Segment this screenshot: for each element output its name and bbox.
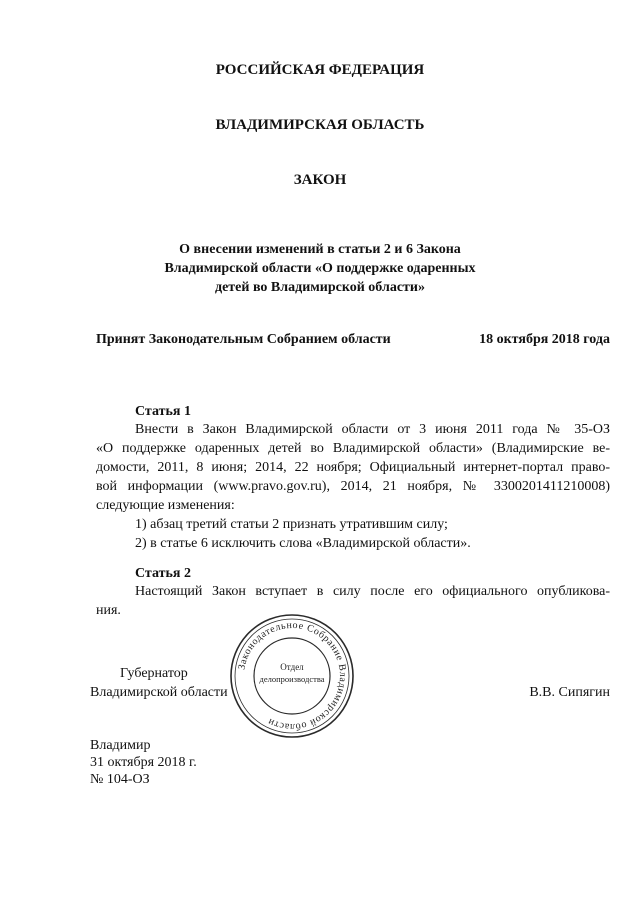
adopted-by: Принят Законодательным Собранием области [96, 332, 391, 347]
article-2-line-2: ния. [96, 603, 121, 618]
signatory-name: В.В. Сипягин [529, 685, 610, 700]
law-title-line-3: детей во Владимирской области» [215, 280, 425, 295]
article-1-line-2: «О поддержке одаренных детей во Владимирской области» (Владимирские ве- [96, 441, 610, 456]
law-title-line-2: Владимирской области «О поддержке одаренных [164, 261, 476, 276]
article-1-item-1: 1) абзац третий статьи 2 признать утратившим силу; [135, 517, 448, 532]
region-heading: ВЛАДИМИРСКАЯ ОБЛАСТЬ [215, 117, 425, 133]
footer-city: Владимир [90, 738, 151, 753]
doc-type-heading: ЗАКОН [293, 172, 347, 188]
signatory-title-line-2: Владимирской области [90, 685, 228, 700]
article-1-line-5: следующие изменения: [96, 498, 235, 513]
article-1-line-1: Внести в Закон Владимирской области от 3 июня 2011 года № 35-ОЗ [135, 422, 610, 437]
article-2-heading: Статья 2 [135, 566, 191, 581]
article-1-heading: Статья 1 [135, 404, 191, 419]
stamp-center-line-2: делопроизводства [259, 674, 325, 684]
stamp-ring-text: Законодательное Собрание Владимирской области [236, 619, 349, 733]
footer-date: 31 октября 2018 г. [90, 755, 197, 770]
law-title-line-1: О внесении изменений в статьи 2 и 6 Закона [179, 242, 461, 257]
stamp-center-line-1: Отдел [280, 662, 304, 672]
adoption-date: 18 октября 2018 года [479, 332, 610, 347]
signatory-title-line-1: Губернатор [120, 666, 188, 681]
article-2-line-1: Настоящий Закон вступает в силу после его официального опубликова- [135, 584, 610, 599]
article-1-item-2: 2) в статье 6 исключить слова «Владимирской области». [135, 536, 471, 551]
official-stamp [228, 612, 356, 740]
article-1-line-4: вой информации (www.pravo.gov.ru), 2014, 21 ноября, № 3300201411210008) [96, 479, 610, 494]
article-1-line-3: домости, 2011, 8 июня; 2014, 22 ноября; Официальный интернет-портал право- [96, 460, 610, 475]
federation-heading: РОССИЙСКАЯ ФЕДЕРАЦИЯ [215, 62, 425, 78]
footer-number: № 104-ОЗ [90, 772, 150, 787]
